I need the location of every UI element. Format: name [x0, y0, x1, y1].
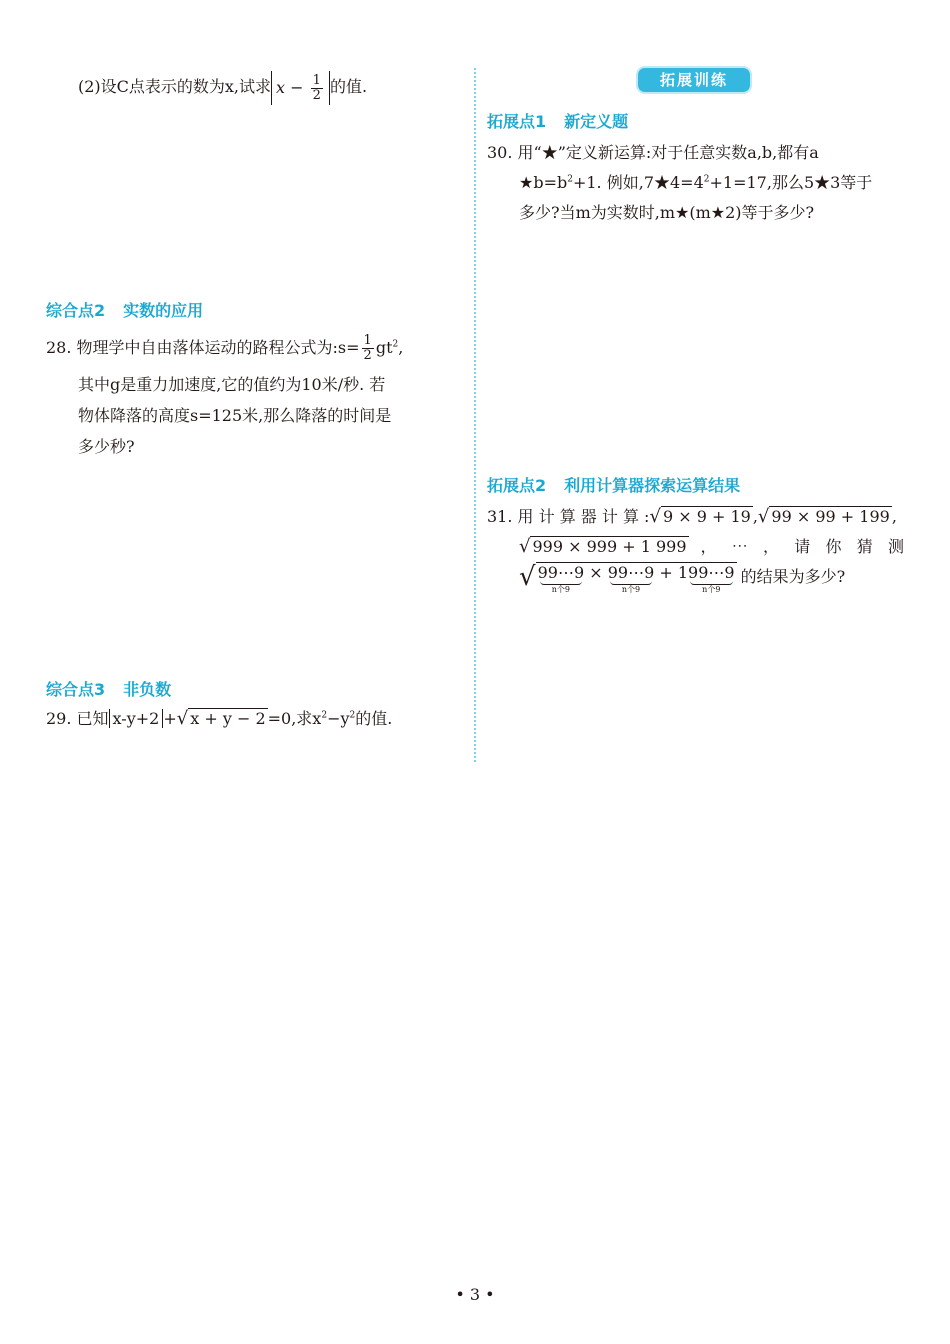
question-30-line-3: 多少?当m为实数时,m★(m★2)等于多少?	[519, 203, 815, 222]
repeated-nines-factor-2: 99⋯9 n个9	[607, 563, 655, 594]
question-29: 29. 已知 x-y+2 +√ x + y − 2 =0,求$x^2-y^2$的值.	[46, 704, 392, 734]
section-heading-ext-2: 拓展点2 利用计算器探索运算结果	[487, 476, 741, 495]
fraction-one-half: $\frac{1}{2}$	[363, 333, 372, 363]
section-heading-3: 综合点3 非负数	[46, 680, 172, 699]
section-heading-ext-1: 拓展点1 新定义题	[487, 112, 629, 131]
square-root-expression: √ x + y − 2	[176, 708, 266, 729]
question-30-line-1: 30. 用“★”定义新运算:对于任意实数a,b,都有a	[487, 143, 819, 162]
question-28-line-1: 28. 物理学中自由落体运动的路程公式为:s= $\frac{1}{2}$ $gt^2$,	[46, 333, 404, 363]
square-root-expression: √ 999 × 999 + 1 999	[519, 536, 687, 557]
repeated-nines-factor-1: 99⋯9 n个9	[537, 563, 585, 594]
page-number: • 3 •	[455, 1285, 495, 1304]
question-31-line-2: √ 999 × 999 + 1 999 ， ⋯ ， 请 你 猜 测	[519, 532, 904, 562]
question-30-line-2: $★b=b^2+1$. 例如$,7★4=4^2+1=17$,那么5★3等于	[519, 173, 873, 192]
q27-suffix: 的值.	[329, 77, 368, 96]
q27-prefix: (2)设C点表示的数为x,试求	[78, 77, 272, 96]
question-31-line-1: 31. 用 计 算 器 计 算 :√ 9 × 9 + 19 ,√ 99 × 99 + 199 ,	[487, 502, 897, 532]
question-28-line-2: 其中g是重力加速度,它的值约为10米/秒. 若	[78, 375, 386, 394]
question-28-line-3: 物体降落的高度s=125米,那么降落的时间是	[78, 406, 392, 425]
square-root-expression: √ 9 × 9 + 19	[649, 506, 751, 527]
absolute-value-expression: x-y+2	[109, 709, 164, 728]
question-31-line-3: √ 99⋯9 n个9 × 99⋯9 n个9 + 199⋯9 n个9 的结果为多少?	[519, 562, 846, 594]
repeated-nines-term: 99⋯9 n个9	[688, 563, 735, 594]
question-28-line-4: 多少秒?	[78, 437, 135, 456]
square-root-expression: √ 99 × 99 + 199	[757, 506, 890, 527]
column-divider	[474, 68, 476, 762]
fraction-one-half: $\frac{1}{2}$	[312, 72, 321, 103]
question-27-part-2	[78, 70, 367, 105]
section-heading-2: 综合点2 实数的应用	[46, 301, 204, 320]
big-square-root-expression: √ 99⋯9 n个9 × 99⋯9 n个9 + 199⋯9 n个9	[519, 562, 735, 594]
extension-training-badge: 拓展训练	[638, 68, 750, 92]
absolute-value-expression: x − $\frac{1}{2}$	[271, 71, 330, 105]
